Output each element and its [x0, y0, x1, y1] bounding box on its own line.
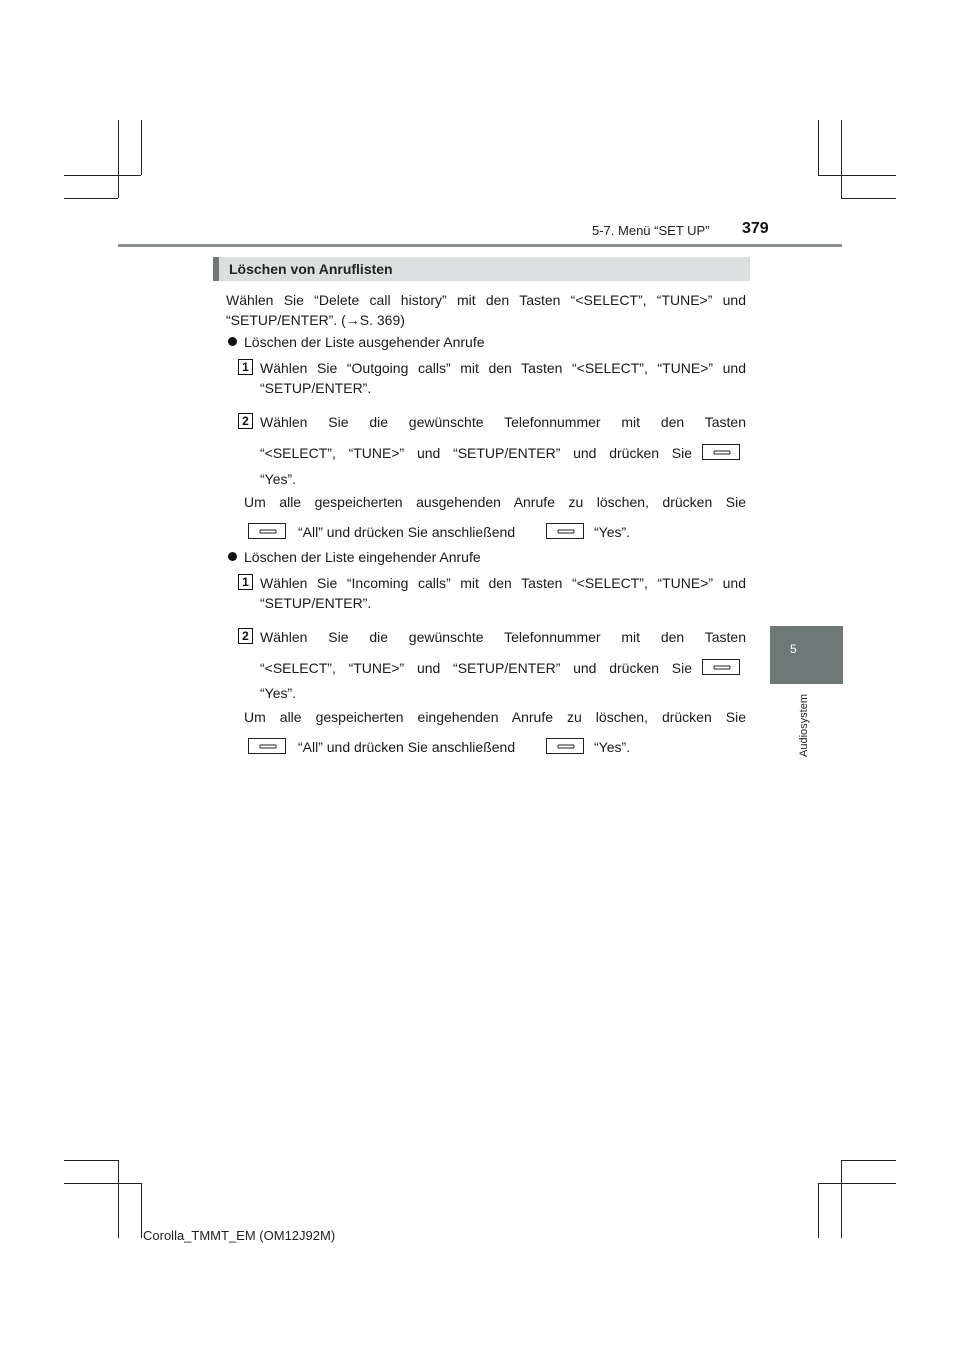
incoming-heading: Löschen der Liste eingehender Anrufe	[244, 549, 481, 565]
footer-document-id: Corolla_TMMT_EM (OM12J92M)	[143, 1228, 336, 1243]
chapter-number: 5	[790, 642, 797, 656]
intro-line: “SETUP/ENTER”. (→S. 369)	[226, 312, 405, 328]
outgoing-step2-line: Wählen Sie die gewünschte Telefonnummer mit den Tasten	[260, 414, 746, 430]
crop-mark	[141, 120, 142, 175]
crop-mark	[841, 1160, 842, 1238]
crop-mark	[64, 198, 118, 199]
crop-mark	[118, 120, 119, 198]
outgoing-step2-line: “Yes”.	[260, 471, 297, 487]
steering-switch-button-icon	[702, 444, 740, 460]
chapter-label: Audiosystem	[798, 694, 810, 757]
outgoing-step1-line: “SETUP/ENTER”.	[260, 380, 372, 396]
crop-mark	[64, 1183, 141, 1184]
outgoing-heading: Löschen der Liste ausgehender Anrufe	[244, 334, 485, 350]
chapter-tab	[770, 626, 843, 684]
page-number: 379	[742, 220, 769, 237]
crop-mark	[818, 175, 896, 176]
incoming-step2-line: Wählen Sie die gewünschte Telefonnummer mit den Tasten	[260, 629, 746, 645]
step-number-badge: 1	[238, 574, 253, 590]
steering-switch-button-icon	[702, 659, 740, 675]
incoming-step2-line: “<SELECT”, “TUNE>” und “SETUP/ENTER” und drücken Sie	[260, 660, 692, 676]
bullet-dot-icon	[228, 337, 237, 346]
section-title: Löschen von Anruflisten	[229, 261, 393, 277]
header-rule	[118, 244, 842, 247]
intro-line: Wählen Sie “Delete call history” mit den Tasten “<SELECT”, “TUNE>” und	[226, 292, 746, 308]
crop-mark	[64, 1160, 118, 1161]
step-number-badge: 1	[238, 359, 253, 375]
crop-mark	[818, 1183, 819, 1238]
crop-mark	[818, 1183, 896, 1184]
incoming-step1-line: “SETUP/ENTER”.	[260, 595, 372, 611]
incoming-step1-line: Wählen Sie “Incoming calls” mit den Tasten “<SELECT”, “TUNE>” und	[260, 575, 746, 591]
crop-mark	[841, 120, 842, 198]
outgoing-all-end: “Yes”.	[594, 524, 631, 540]
crop-mark	[818, 120, 819, 175]
steering-switch-button-icon	[546, 523, 584, 539]
incoming-all-end: “Yes”.	[594, 739, 631, 755]
crop-mark	[64, 175, 141, 176]
step-number-badge: 2	[238, 628, 253, 644]
steering-switch-button-icon	[546, 738, 584, 754]
outgoing-all-line: Um alle gespeicherten ausgehenden Anrufe zu löschen, drücken Sie	[244, 494, 746, 510]
header-section-title: 5-7. Menü “SET UP”	[592, 223, 710, 238]
outgoing-all-mid: “All” und drücken Sie anschließend	[298, 524, 516, 540]
step-number-badge: 2	[238, 413, 253, 429]
steering-switch-button-icon	[248, 738, 286, 754]
outgoing-step1-line: Wählen Sie “Outgoing calls” mit den Tasten “<SELECT”, “TUNE>” und	[260, 360, 746, 376]
crop-mark	[118, 1160, 119, 1238]
crop-mark	[841, 1160, 896, 1161]
steering-switch-button-icon	[248, 523, 286, 539]
incoming-all-line: Um alle gespeicherten eingehenden Anrufe zu löschen, drücken Sie	[244, 709, 746, 725]
outgoing-step2-line: “<SELECT”, “TUNE>” und “SETUP/ENTER” und drücken Sie	[260, 445, 692, 461]
incoming-all-mid: “All” und drücken Sie anschließend	[298, 739, 516, 755]
crop-mark	[841, 198, 896, 199]
incoming-step2-line: “Yes”.	[260, 685, 297, 701]
section-heading-bar	[213, 257, 750, 281]
crop-mark	[141, 1183, 142, 1238]
bullet-dot-icon	[228, 552, 237, 561]
